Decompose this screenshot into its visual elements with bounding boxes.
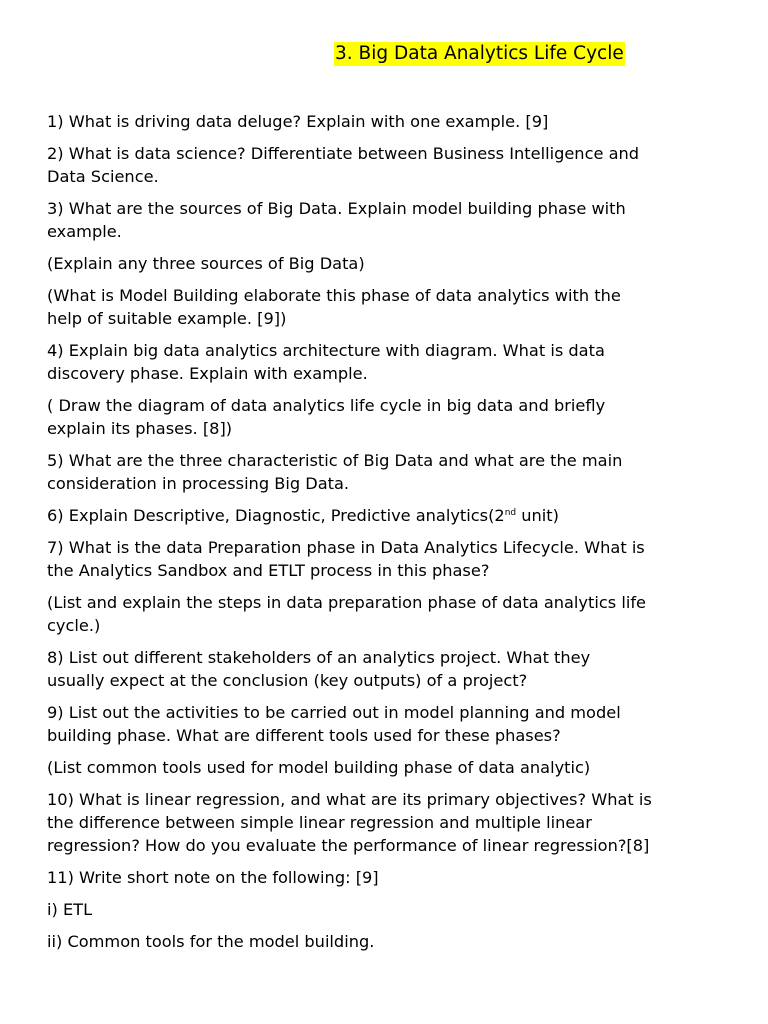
question-11-item-2-line-1: ii) Common tools for the model building. bbox=[47, 932, 375, 951]
question-2 bbox=[47, 142, 737, 188]
question-8 bbox=[47, 646, 737, 692]
question-4-line-1: 4) Explain big data analytics architecture with diagram. What is data bbox=[47, 341, 605, 360]
question-11-line-1: 11) Write short note on the following: [9] bbox=[47, 868, 379, 887]
question-11-item-2 bbox=[47, 930, 737, 953]
question-7 bbox=[47, 536, 737, 582]
question-4-note-line-1: ( Draw the diagram of data analytics life cycle in big data and briefly bbox=[47, 396, 606, 415]
question-7-note-line-1: (List and explain the steps in data preparation phase of data analytics life bbox=[47, 593, 646, 612]
question-3-line-2: example. bbox=[47, 222, 122, 241]
question-3-note-1-line-1: (Explain any three sources of Big Data) bbox=[47, 254, 365, 273]
title-container bbox=[334, 42, 625, 66]
question-3-note-1 bbox=[47, 252, 737, 275]
question-9-line-1: 9) List out the activities to be carried out in model planning and model bbox=[47, 703, 621, 722]
question-10 bbox=[47, 788, 737, 857]
question-3-line-1: 3) What are the sources of Big Data. Explain model building phase with bbox=[47, 199, 626, 218]
question-2-line-2: Data Science. bbox=[47, 167, 159, 186]
question-5-line-2: consideration in processing Big Data. bbox=[47, 474, 350, 493]
question-1 bbox=[47, 110, 737, 133]
question-6-text: 6) Explain Descriptive, Diagnostic, Predictive analytics(2 bbox=[47, 506, 505, 525]
question-1-line-1: 1) What is driving data deluge? Explain with one example. [9] bbox=[47, 112, 549, 131]
question-list bbox=[47, 110, 737, 962]
question-2-line-1: 2) What is data science? Differentiate between Business Intelligence and bbox=[47, 144, 640, 163]
question-10-line-2: the difference between simple linear regression and multiple linear bbox=[47, 813, 592, 832]
question-6-superscript: nd bbox=[504, 508, 517, 518]
question-8-line-1: 8) List out different stakeholders of an analytics project. What they bbox=[47, 648, 591, 667]
question-4-note-line-2: explain its phases. [8]) bbox=[47, 419, 233, 438]
question-10-line-3: regression? How do you evaluate the performance of linear regression?[8] bbox=[47, 836, 650, 855]
question-11 bbox=[47, 866, 737, 889]
question-3 bbox=[47, 197, 737, 243]
question-3-note-2-line-2: help of suitable example. [9]) bbox=[47, 309, 287, 328]
question-7-line-2: the Analytics Sandbox and ETLT process in this phase? bbox=[47, 561, 490, 580]
question-7-line-1: 7) What is the data Preparation phase in Data Analytics Lifecycle. What is bbox=[47, 538, 645, 557]
question-9 bbox=[47, 701, 737, 747]
question-4 bbox=[47, 339, 737, 385]
question-9-note-line-1: (List common tools used for model building phase of data analytic) bbox=[47, 758, 591, 777]
question-4-note bbox=[47, 394, 737, 440]
question-9-note bbox=[47, 756, 737, 779]
question-7-note-line-2: cycle.) bbox=[47, 616, 101, 635]
question-6-text-end: unit) bbox=[516, 506, 559, 525]
question-11-item-1 bbox=[47, 898, 737, 921]
question-9-line-2: building phase. What are different tools used for these phases? bbox=[47, 726, 561, 745]
question-10-line-1: 10) What is linear regression, and what are its primary objectives? What is bbox=[47, 790, 652, 809]
question-6 bbox=[47, 504, 737, 527]
question-4-line-2: discovery phase. Explain with example. bbox=[47, 364, 368, 383]
page-title: 3. Big Data Analytics Life Cycle bbox=[335, 43, 624, 64]
question-11-item-1-line-1: i) ETL bbox=[47, 900, 93, 919]
question-5-line-1: 5) What are the three characteristic of Big Data and what are the main bbox=[47, 451, 623, 470]
question-5 bbox=[47, 449, 737, 495]
question-3-note-2 bbox=[47, 284, 737, 330]
question-7-note bbox=[47, 591, 737, 637]
question-8-line-2: usually expect at the conclusion (key outputs) of a project? bbox=[47, 671, 528, 690]
question-3-note-2-line-1: (What is Model Building elaborate this phase of data analytics with the bbox=[47, 286, 621, 305]
